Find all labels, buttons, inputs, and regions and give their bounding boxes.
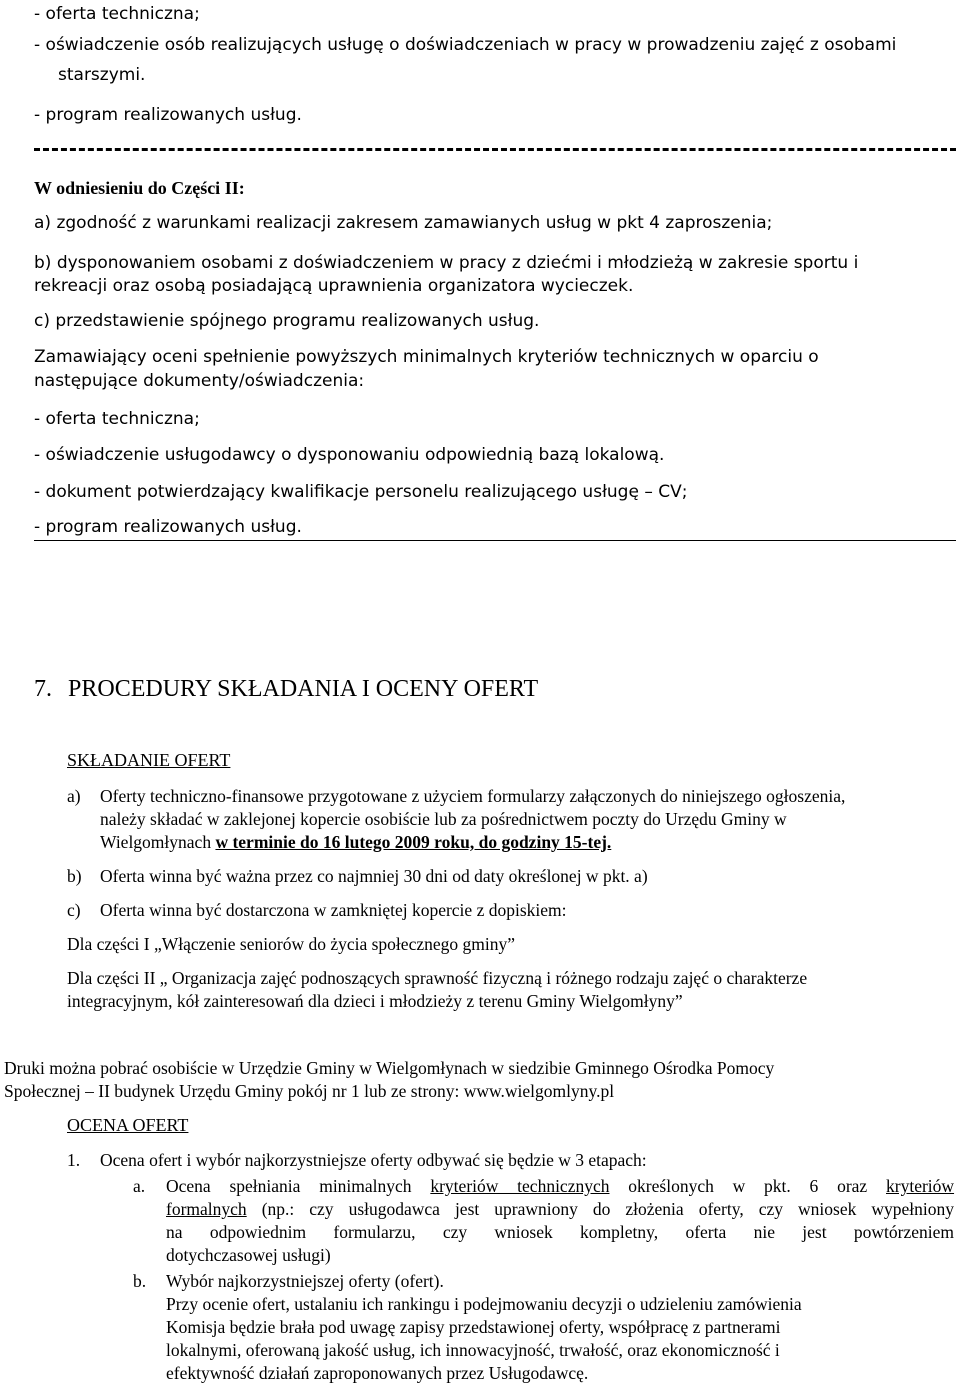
part2-envelope-note-line1: Dla części II „ Organizacja zajęć podnoszących sprawność fizyczną i różnego rodzaju zajęć o charakterze [67,968,808,988]
eval-b-line3: Komisja będzie brała pod uwagę zapisy przedstawionej oferty, współpracę z partnerami [166,1317,781,1337]
part2-envelope-note-line2: integracyjnym, kół zainteresowań dla dzieci i młodzieży z terenu Gminy Wielgomłyny” [67,991,683,1011]
eval-b-line1: Wybór najkorzystniejszej oferty (ofert). [166,1271,444,1291]
top-item-program: - program realizowanych usług. [34,105,302,125]
evaluation-heading: OCENA OFERT [67,1115,189,1135]
sub-b-text: Oferta winna być ważna przez co najmniej 30 dni od daty określonej w pkt. a) [100,866,648,886]
eval-b-label: b. [133,1271,147,1291]
submission-heading: SKŁADANIE OFERT [67,750,231,770]
part1-envelope-note: Dla części I „Włączenie seniorów do życia społecznego gminy” [67,934,515,954]
sub-b-label: b) [67,866,82,886]
sub-c-label: c) [67,900,81,920]
part2-item-b-line1: b) dysponowaniem osobami z doświadczeniem w pracy z dziećmi i młodzieżą w zakresie sportu i [34,253,859,273]
part2-item-c: c) przedstawienie spójnego programu realizowanych usług. [34,311,540,331]
sub-a-label: a) [67,786,81,806]
sub-a-line3 [100,831,611,853]
part2-intro-line1: Zamawiający oceni spełnienie powyższych minimalnych kryteriów technicznych w oparciu o [34,347,819,367]
formal-criteria-part1: kryteriów [886,1176,955,1196]
dashed-divider [34,148,956,151]
sub-a-line1: Oferty techniczno-finansowe przygotowane z użyciem formularzy załączonych do niniejszego ogłoszenia, [100,786,846,806]
horizontal-rule [34,540,956,541]
eval-a-line3: na odpowiednim formularzu, czy wniosek kompletny, oferta nie jest powtórzeniem [166,1222,954,1242]
eval-a-line2: formalnych (np.: czy usługodawca jest uprawniony do złożenia oferty, czy wniosek wypełniony [166,1199,954,1219]
eval-a-label: a. [133,1176,146,1196]
eval-a-line4: dotychczasowej usługi) [166,1245,331,1265]
formal-criteria-part2: formalnych [166,1199,247,1219]
section-number: 7. [34,676,52,702]
download-info-line1: Druki można pobrać osobiście w Urzędzie Gminy w Wielgomłynach w siedzibie Gminnego Ośrodka Pomocy [4,1058,775,1078]
place-name: Wielgomłynach [100,832,212,852]
eval-b-line2: Przy ocenie ofert, ustalaniu ich rankingu i podejmowaniu decyzji o udzieleniu zamówienia [166,1294,802,1314]
submission-deadline: w terminie do 16 lutego 2009 roku, do godziny 15-tej. [215,832,612,852]
download-info-line2: Społecznej – II budynek Urzędu Gminy pokój nr 1 lub ze strony: www.wielgomlyny.pl [4,1081,615,1101]
part2-doc-offer: - oferta techniczna; [34,409,200,429]
top-item-statement-cont: starszymi. [58,65,146,85]
eval-a-line1: Ocena spełniania minimalnych kryteriów technicznych określonych w pkt. 6 oraz kryteriów [166,1176,955,1196]
part2-doc-venue: - oświadczenie usługodawcy o dysponowaniu odpowiednią bazą lokalową. [34,445,665,465]
eval-b-line4: lokalnymi, oferowaną jakość usług, ich innowacyjność, trwałość, oraz ekonomiczność i [166,1340,780,1360]
part2-intro-line2: następujące dokumenty/oświadczenia: [34,371,365,391]
sub-c-text: Oferta winna być dostarczona w zamkniętej kopercie z dopiskiem: [100,900,567,920]
part2-item-b-line2: rekreacji oraz osobą posiadającą uprawnienia organizatora wycieczek. [34,276,634,296]
top-item-statement: - oświadczenie osób realizujących usługę o doświadczeniach w pracy w prowadzeniu zajęć z osobami [34,35,897,55]
part2-heading: W odniesieniu do Części II: [34,178,245,198]
part2-doc-cv: - dokument potwierdzający kwalifikacje personelu realizującego usługę – CV; [34,482,688,502]
eval-b-line5: efektywność działań zaproponowanych przez Usługodawcę. [166,1363,589,1383]
part2-item-a: a) zgodność z warunkami realizacji zakresem zamawianych usług w pkt 4 zaproszenia; [34,213,773,233]
eval-1-text: Ocena ofert i wybór najkorzystniejsze oferty odbywać się będzie w 3 etapach: [100,1150,647,1170]
eval-1-label: 1. [67,1150,81,1170]
sub-a-line2: należy składać w zaklejonej kopercie osobiście lub za pośrednictwem poczty do Urzędu Gminy w [100,809,787,829]
top-item-offer: - oferta techniczna; [34,4,200,24]
technical-criteria: kryteriów technicznych [430,1176,610,1196]
part2-doc-program: - program realizowanych usług. [34,517,302,537]
section-title: PROCEDURY SKŁADANIA I OCENY OFERT [68,676,539,702]
